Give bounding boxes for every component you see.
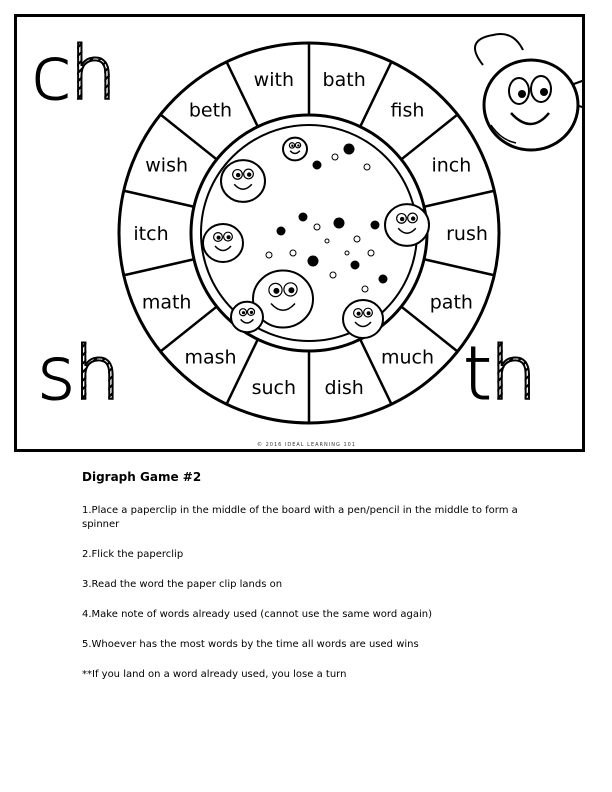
spinner-word[interactable]: beth — [188, 99, 233, 122]
bubble — [313, 161, 321, 169]
spinner-word[interactable]: much — [380, 346, 435, 369]
letter-h-striped: h — [73, 331, 119, 417]
bubble — [314, 224, 320, 230]
bubble — [334, 218, 344, 228]
digraph-sh-label — [37, 331, 119, 417]
bubble — [330, 272, 336, 278]
bubble — [354, 236, 360, 242]
spinner-word[interactable]: path — [429, 291, 473, 314]
bubble — [266, 252, 272, 258]
bubble — [299, 213, 307, 221]
spinner-word[interactable]: math — [141, 291, 192, 314]
spinner-word[interactable]: rush — [446, 223, 488, 245]
fish-illustration — [221, 160, 265, 202]
fish-illustration-corner — [475, 34, 582, 150]
spinner-word[interactable]: mash — [184, 346, 237, 369]
bubble — [345, 251, 349, 255]
spinner-word[interactable]: inch — [431, 154, 472, 177]
bubble — [371, 221, 379, 229]
bubble — [325, 239, 329, 243]
spinner-word[interactable]: wish — [145, 154, 189, 177]
spinner-word[interactable]: with — [253, 68, 294, 91]
fish-illustration — [283, 138, 307, 161]
copyright-text: © 2016 IDEAL LEARNING 101 — [257, 442, 356, 448]
instruction-step: 4.Make note of words already used (cannot use the same word again) — [82, 609, 432, 620]
letter-h-striped: h — [490, 331, 535, 417]
bubble — [379, 275, 387, 283]
bubble — [290, 250, 296, 256]
instructions-section — [82, 470, 552, 698]
fish-illustration — [203, 224, 243, 262]
fish-illustration — [343, 300, 383, 338]
instruction-step: 2.Flick the paperclip — [82, 549, 184, 560]
spinner-word[interactable]: fish — [390, 99, 425, 122]
instruction-step: 5.Whoever has the most words by the time all words are used wins — [82, 639, 419, 650]
fish-illustration — [385, 204, 429, 246]
spinner-word[interactable]: such — [251, 377, 297, 400]
letter-c: c — [31, 31, 70, 117]
spinner-word[interactable]: itch — [133, 223, 169, 245]
bubble — [364, 164, 370, 170]
letter-s: s — [37, 331, 74, 417]
fish-illustration — [231, 302, 263, 332]
bubble — [308, 256, 318, 266]
spinner-word[interactable]: bath — [322, 68, 366, 91]
game-board — [14, 14, 585, 452]
digraph-ch-label — [31, 31, 115, 117]
spinner-word[interactable]: dish — [324, 377, 364, 400]
letter-t: t — [463, 331, 491, 417]
bubble — [368, 250, 374, 256]
bubble — [362, 286, 368, 292]
instruction-step: 3.Read the word the paper clip lands on — [82, 579, 283, 590]
instruction-step: **If you land on a word already used, you lose a turn — [82, 669, 347, 680]
bubble — [344, 144, 354, 154]
letter-h-striped: h — [69, 31, 115, 117]
instruction-step: 1.Place a paperclip in the middle of the board with a pen/pencil in the middle to form a spinner — [82, 505, 518, 530]
bubble — [351, 261, 359, 269]
bubble — [332, 154, 338, 160]
instructions-title: Digraph Game #2 — [82, 470, 202, 484]
bubble — [277, 227, 285, 235]
digraph-th-label — [463, 331, 535, 417]
